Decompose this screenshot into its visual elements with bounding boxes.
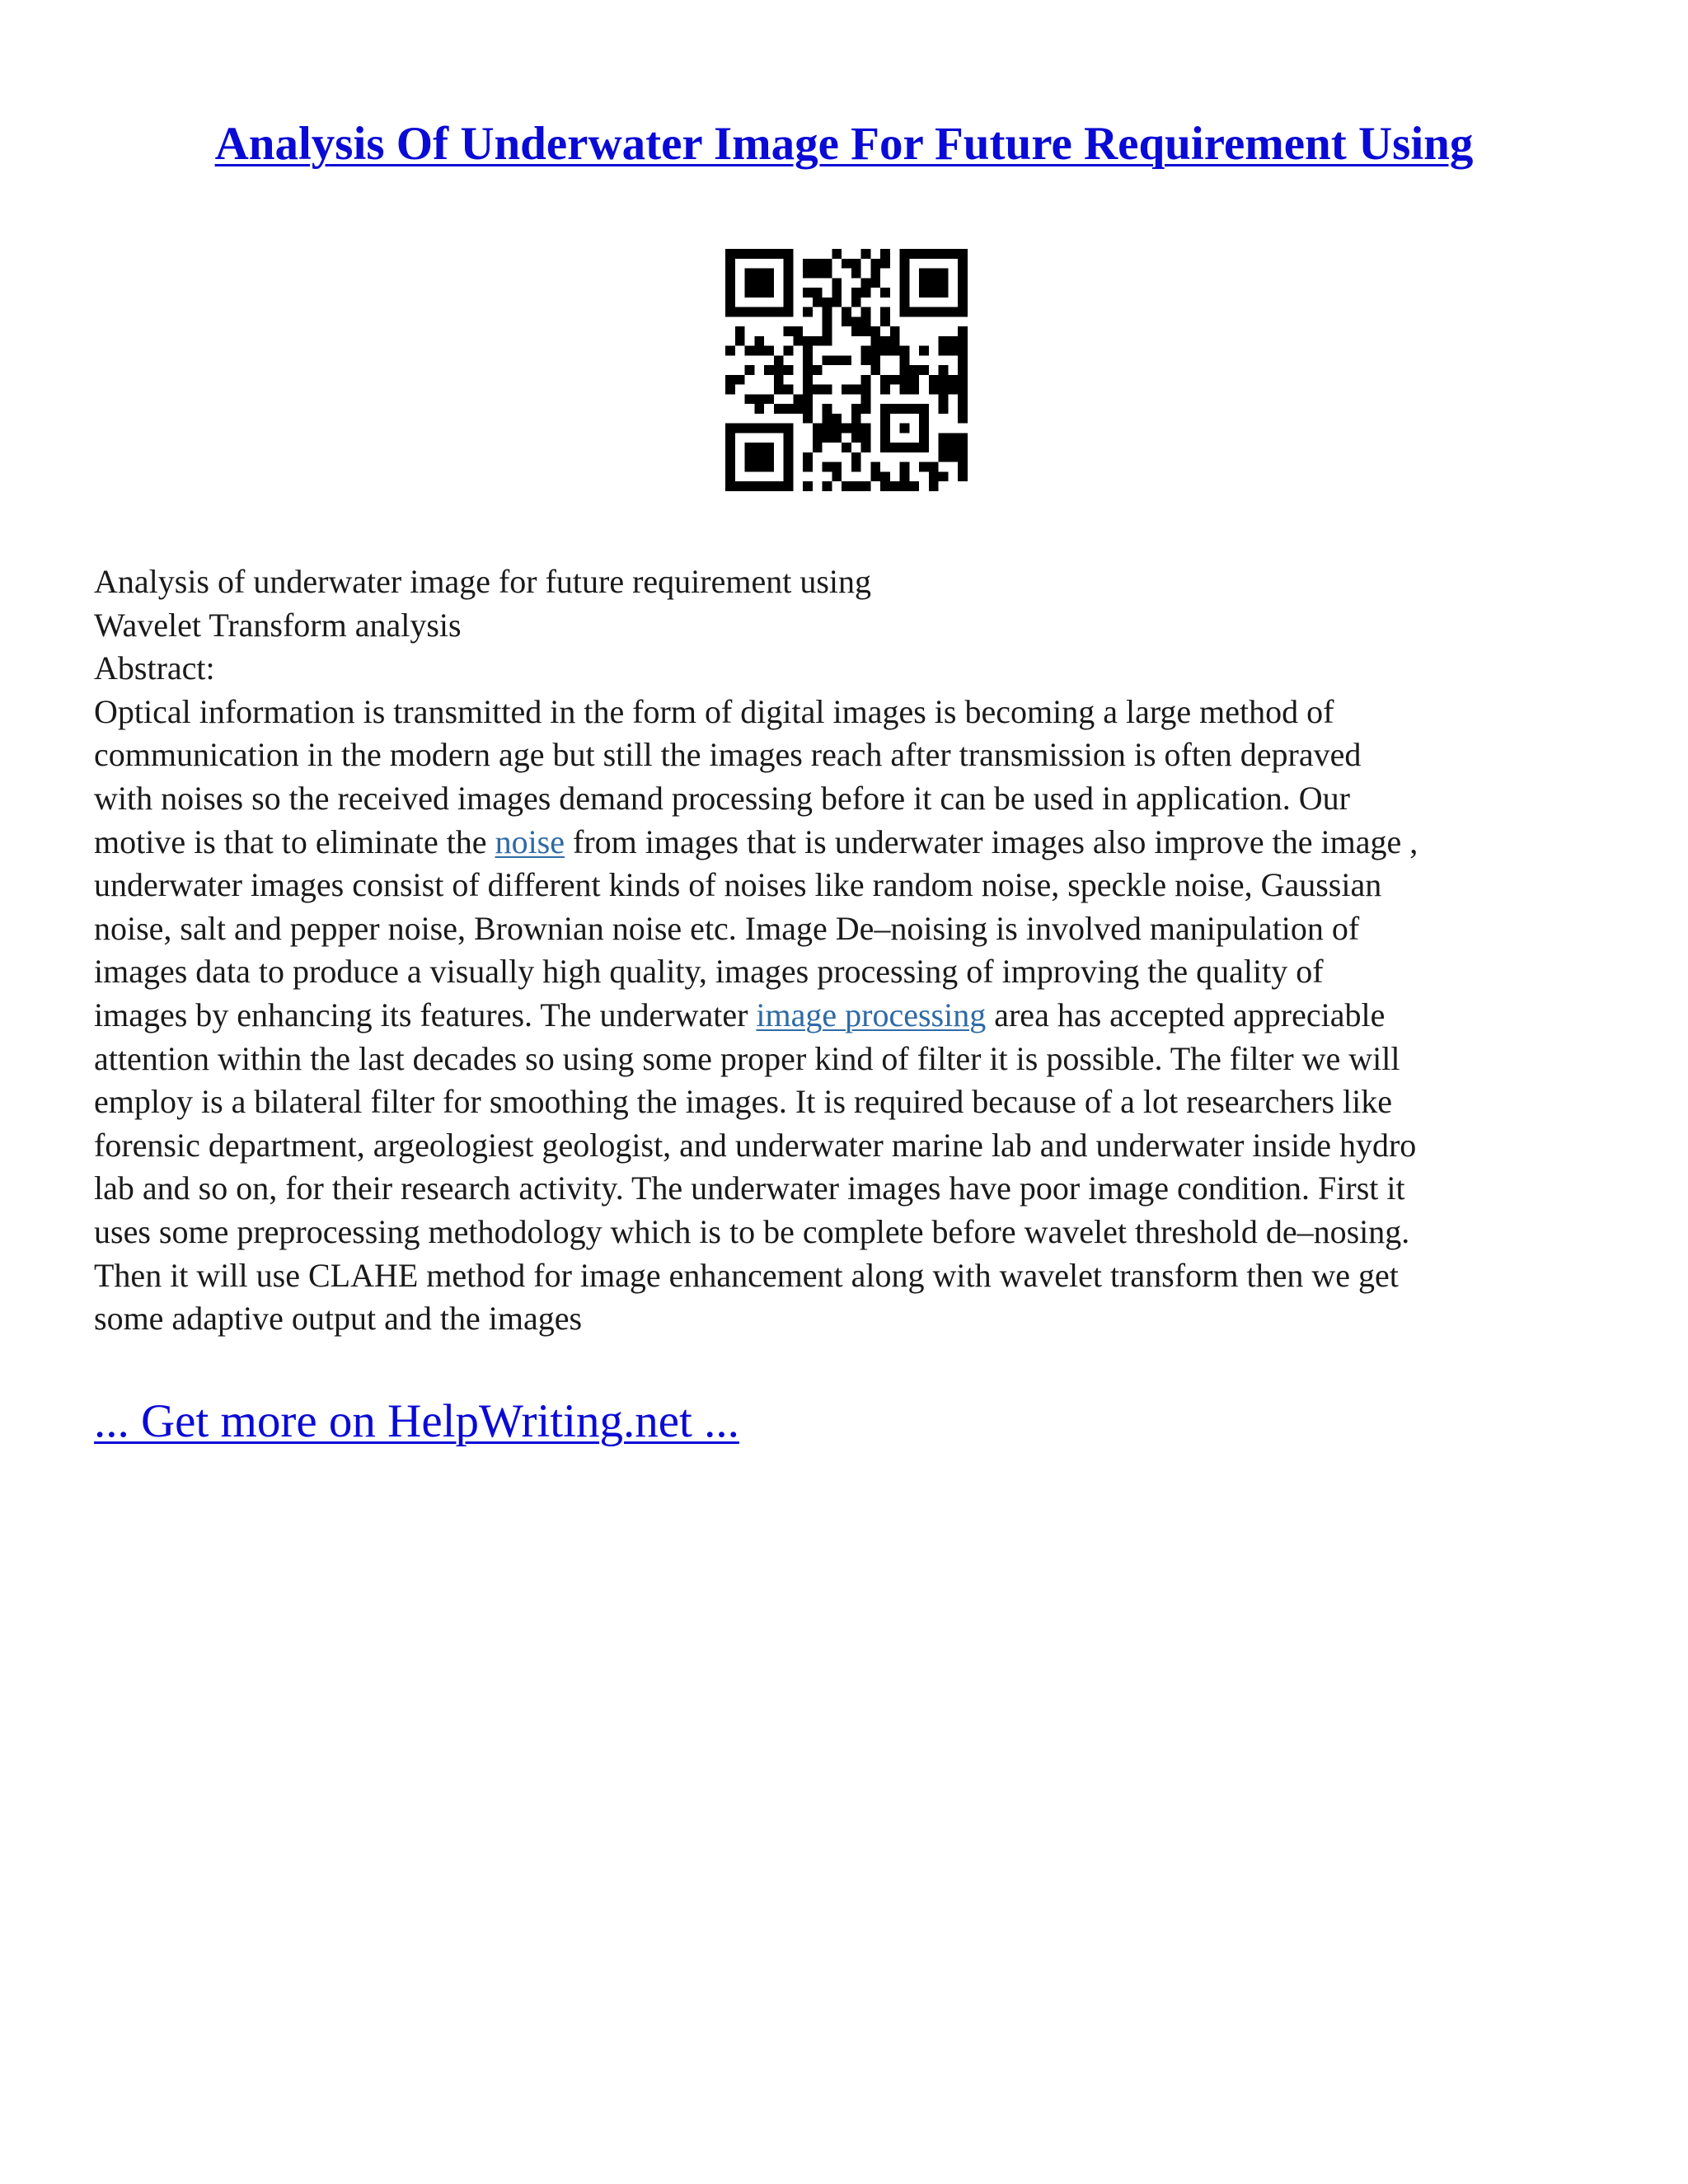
image-processing-link[interactable]: image processing xyxy=(756,996,987,1033)
abstract-line: uses some preprocessing methodology which is to be complete before wavelet threshold de–nosing. xyxy=(94,1212,1410,1250)
abstract-text: motive is that to eliminate the xyxy=(94,823,495,860)
abstract-line xyxy=(94,994,1602,1038)
title-link[interactable]: Analysis Of Underwater Image For Future Requirement Using xyxy=(214,118,1474,170)
abstract-heading: Abstract: xyxy=(94,649,215,687)
get-more-link[interactable]: ... Get more on HelpWriting.net ... xyxy=(94,1395,739,1447)
heading-line: Analysis of underwater image for future requirement using xyxy=(94,563,872,600)
abstract-line: attention within the last decades so using some proper kind of filter it is possible. The filter we will xyxy=(94,1039,1400,1077)
heading-line: Wavelet Transform analysis xyxy=(94,606,462,644)
document-body xyxy=(94,560,1602,1341)
more-link-paragraph xyxy=(94,1393,739,1451)
abstract-line: communication in the modern age but still the images reach after transmission is often depraved xyxy=(94,736,1362,774)
noise-link[interactable]: noise xyxy=(495,823,565,860)
abstract-text: images by enhancing its features. The underwater xyxy=(94,996,757,1033)
page-title xyxy=(0,115,1688,173)
abstract-text: from images that is underwater images also improve the image , xyxy=(565,823,1418,860)
abstract-line: Then it will use CLAHE method for image enhancement along with wavelet transform then we get xyxy=(94,1256,1399,1294)
abstract-line: noise, salt and pepper noise, Brownian noise etc. Image De–noising is involved manipulation of xyxy=(94,909,1360,947)
abstract-line: employ is a bilateral filter for smoothing the images. It is required because of a lot researchers like xyxy=(94,1083,1392,1121)
abstract-text: area has accepted appreciable xyxy=(986,996,1386,1033)
abstract-line: underwater images consist of different kinds of noises like random noise, speckle noise, Gaussian xyxy=(94,866,1382,904)
abstract-line xyxy=(94,821,1602,865)
abstract-line: lab and so on, for their research activity. The underwater images have poor image condition. First it xyxy=(94,1169,1405,1207)
abstract-line: some adaptive output and the images xyxy=(94,1300,583,1338)
abstract-line: forensic department, argeologiest geologist, and underwater marine lab and underwater inside hydro xyxy=(94,1126,1417,1164)
abstract-line: images data to produce a visually high quality, images processing of improving the quality of xyxy=(94,953,1324,991)
abstract-line: Optical information is transmitted in the form of digital images is becoming a large method of xyxy=(94,692,1334,730)
qr-code-icon xyxy=(725,249,968,491)
abstract-line: with noises so the received images demand processing before it can be used in application. Our xyxy=(94,779,1350,817)
